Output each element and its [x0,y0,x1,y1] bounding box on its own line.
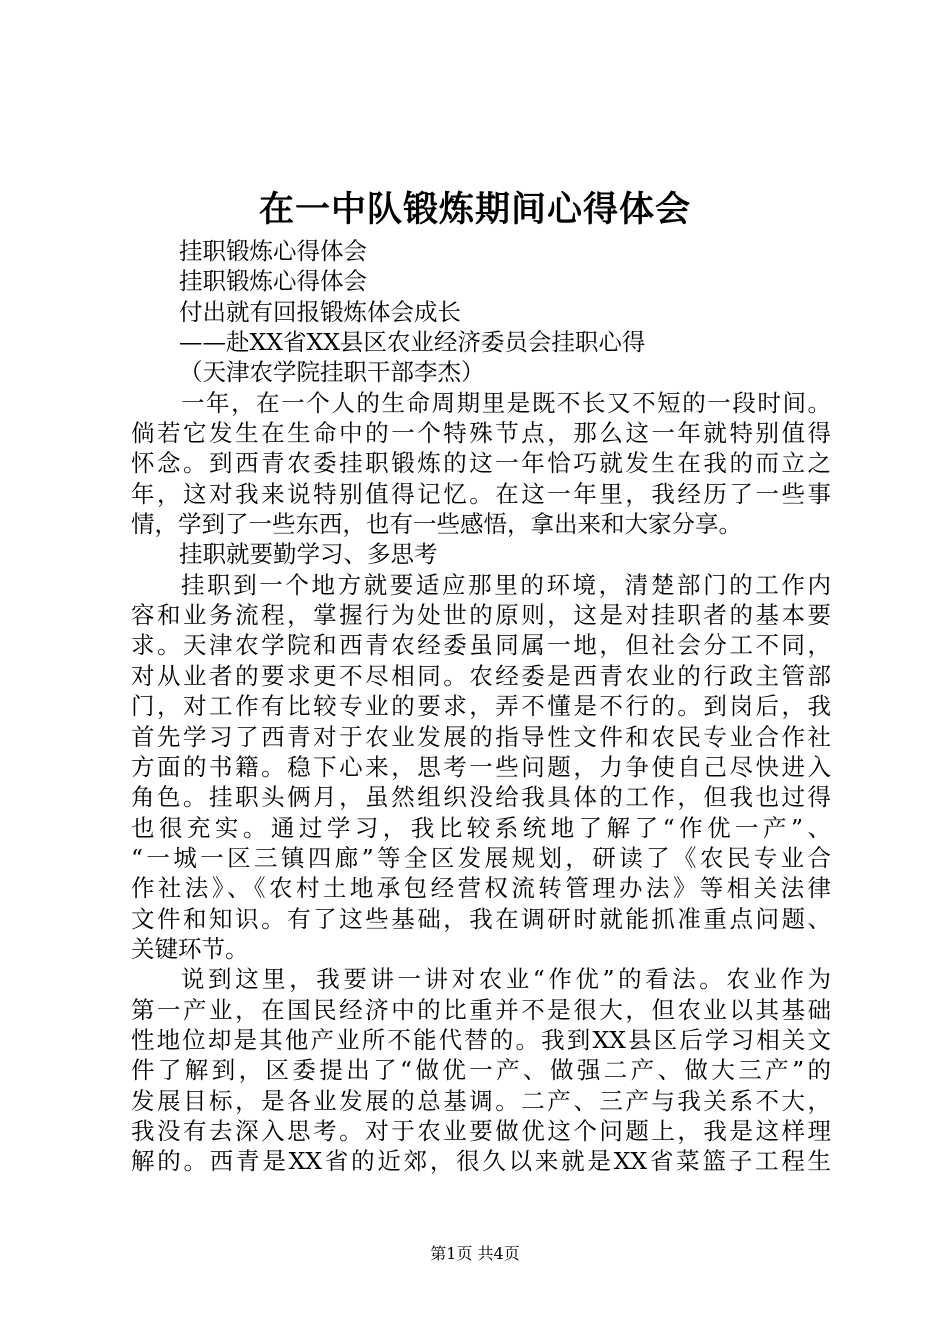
body-line: 对从业者的要求更不尽相同。农经委是西青农业的行政主管部 [131,661,831,690]
body-line: 付出就有回报锻炼体会成长 [179,297,461,326]
body-line: 挂职到一个地方就要适应那里的环境，清楚部门的工作内 [181,570,831,599]
body-line: 倘若它发生在生命中的一个特殊节点，那么这一年就特别值得 [131,419,831,448]
body-line: 挂职就要勤学习、多思考 [179,540,438,569]
body-line: 关键环节。 [131,934,249,963]
body-line: 作社法》、《农村土地承包经营权流转管理办法》等相关法律 [131,874,831,903]
page-footer: 第1页 共4页 [430,1244,520,1263]
body-line: 也很充实。通过学习，我比较系统地了解了“作优一产”、 [131,813,831,842]
body-line: 方面的书籍。稳下心来，思考一些问题，力争使自己尽快进入 [131,752,831,781]
body-line: 求。天津农学院和西青农经委虽同属一地，但社会分工不同， [131,631,831,660]
body-line: 容和业务流程，掌握行为处世的原则，这是对挂职者的基本要 [131,601,831,630]
body-line: 我没有去深入思考。对于农业要做优这个问题上，我是这样理 [131,1116,831,1145]
body-line: （天津农学院挂职干部李杰） [179,358,485,387]
body-line: “一城一区三镇四廊”等全区发展规划，研读了《农民专业合 [131,843,831,872]
body-line: 第一产业，在国民经济中的比重并不是很大，但农业以其基础 [131,995,831,1024]
body-line: 挂职锻炼心得体会 [179,237,367,265]
body-line: 角色。挂职头俩月，虽然组织没给我具体的工作，但我也过得 [131,783,831,812]
body-line: 挂职锻炼心得体会 [179,267,367,296]
body-line: 情，学到了一些东西，也有一些感悟，拿出来和大家分享。 [131,510,742,539]
document-title: 在一中队锻炼期间心得体会 [258,189,691,230]
body-line: 性地位却是其他产业所不能代替的。我到XX县区后学习相关文 [131,1025,831,1054]
body-line: 发展目标，是各业发展的总基调。二产、三产与我关系不大， [131,1086,831,1115]
document-body [131,236,831,1177]
body-line: ——赴XX省XX县区农业经济委员会挂职心得 [179,328,646,357]
body-line: 文件和知识。有了这些基础，我在调研时就能抓准重点问题、 [131,904,831,933]
body-line: 门，对工作有比较专业的要求，弄不懂是不行的。到岗后，我 [131,692,831,721]
body-line: 首先学习了西青对于农业发展的指导性文件和农民专业合作社 [131,722,831,751]
body-line: 一年，在一个人的生命周期里是既不长又不短的一段时间。 [181,388,831,417]
body-line: 怀念。到西青农委挂职锻炼的这一年恰巧就发生在我的而立之 [131,449,831,478]
body-line: 年，这对我来说特别值得记忆。在这一年里，我经历了一些事 [131,479,831,508]
body-line: 说到这里，我要讲一讲对农业“作优”的看法。农业作为 [181,965,831,994]
body-line: 件了解到，区委提出了“做优一产、做强二产、做大三产”的 [131,1056,831,1085]
body-line: 解的。西青是XX省的近郊，很久以来就是XX省菜篮子工程生 [131,1147,831,1176]
